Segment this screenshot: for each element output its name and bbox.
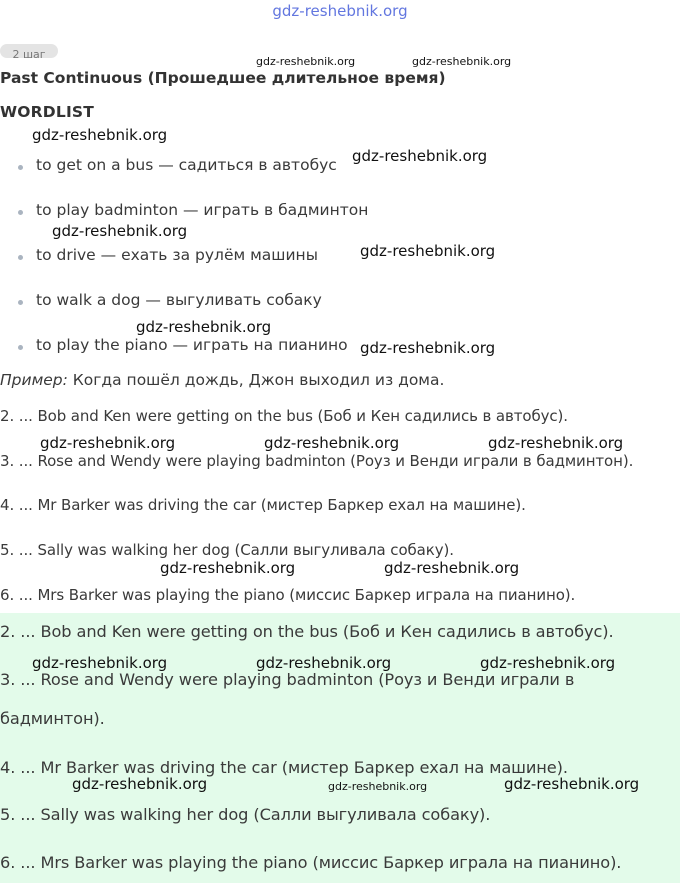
page-title: Past Continuous (Прошедшее длительное время) <box>0 69 446 87</box>
wordlist-heading: WORDLIST <box>0 103 95 121</box>
highlighted-answer-line: 2. ... Bob and Ken were getting on the bus (Боб и Кен садились в автобус). <box>0 622 614 641</box>
example-line <box>0 371 444 389</box>
highlighted-answer-line: 5. ... Sally was walking her dog (Салли выгуливала собаку). <box>0 805 491 824</box>
bullet-icon <box>18 210 23 215</box>
watermark: gdz-reshebnik.org <box>412 55 512 68</box>
watermark: gdz-reshebnik.org <box>72 775 208 793</box>
bullet-icon <box>18 300 23 305</box>
list-item: to drive — ехать за рулём машины <box>36 246 318 264</box>
highlighted-answer-line: 6. ... Mrs Barker was playing the piano (миссис Баркер играла на пианино). <box>0 853 622 872</box>
answer-line: 2. ... Bob and Ken were getting on the bus (Боб и Кен садились в автобус). <box>0 407 568 425</box>
list-item: to get on a bus — садиться в автобус <box>36 156 337 174</box>
example-text: Когда пошёл дождь, Джон выходил из дома. <box>67 371 445 389</box>
watermark: gdz-reshebnik.org <box>488 434 624 452</box>
watermark: gdz-reshebnik.org <box>32 654 168 672</box>
answer-line: 6. ... Mrs Barker was playing the piano (миссис Баркер играла на пианино). <box>0 586 576 604</box>
highlighted-answer-line: 3. ... Rose and Wendy were playing badminton (Роуз и Венди играли в <box>0 670 575 689</box>
watermark: gdz-reshebnik.org <box>264 434 400 452</box>
watermark: gdz-reshebnik.org <box>40 434 176 452</box>
watermark: gdz-reshebnik.org <box>256 55 356 68</box>
watermark: gdz-reshebnik.org <box>360 242 496 260</box>
highlighted-answer-line: бадминтон). <box>0 709 105 728</box>
watermark: gdz-reshebnik.org <box>360 339 496 357</box>
example-label: Пример: <box>0 371 68 389</box>
watermark: gdz-reshebnik.org <box>160 559 296 577</box>
list-item: to walk a dog — выгуливать собаку <box>36 291 322 309</box>
answer-line: 4. ... Mr Barker was driving the car (мистер Баркер ехал на машине). <box>0 496 526 514</box>
watermark: gdz-reshebnik.org <box>384 559 520 577</box>
list-item: to play the piano — играть на пианино <box>36 336 348 354</box>
bullet-icon <box>18 165 23 170</box>
step-badge: 2 шаг <box>0 44 58 58</box>
list-item: to play badminton — играть в бадминтон <box>36 201 369 219</box>
highlighted-answer-line: 4. ... Mr Barker was driving the car (мистер Баркер ехал на машине). <box>0 758 568 777</box>
watermark: gdz-reshebnik.org <box>480 654 616 672</box>
watermark: gdz-reshebnik.org <box>32 126 168 144</box>
bullet-icon <box>18 345 23 350</box>
bullet-icon <box>18 255 23 260</box>
watermark: gdz-reshebnik.org <box>504 775 640 793</box>
watermark: gdz-reshebnik.org <box>256 654 392 672</box>
answer-line: 3. ... Rose and Wendy were playing badminton (Роуз и Венди играли в бадминтон). <box>0 452 634 470</box>
watermark: gdz-reshebnik.org <box>328 780 428 793</box>
watermark: gdz-reshebnik.org <box>52 222 188 240</box>
watermark: gdz-reshebnik.org <box>352 147 488 165</box>
site-header-link[interactable]: gdz-reshebnik.org <box>272 2 408 20</box>
watermark: gdz-reshebnik.org <box>136 318 272 336</box>
answer-line: 5. ... Sally was walking her dog (Салли выгуливала собаку). <box>0 541 454 559</box>
